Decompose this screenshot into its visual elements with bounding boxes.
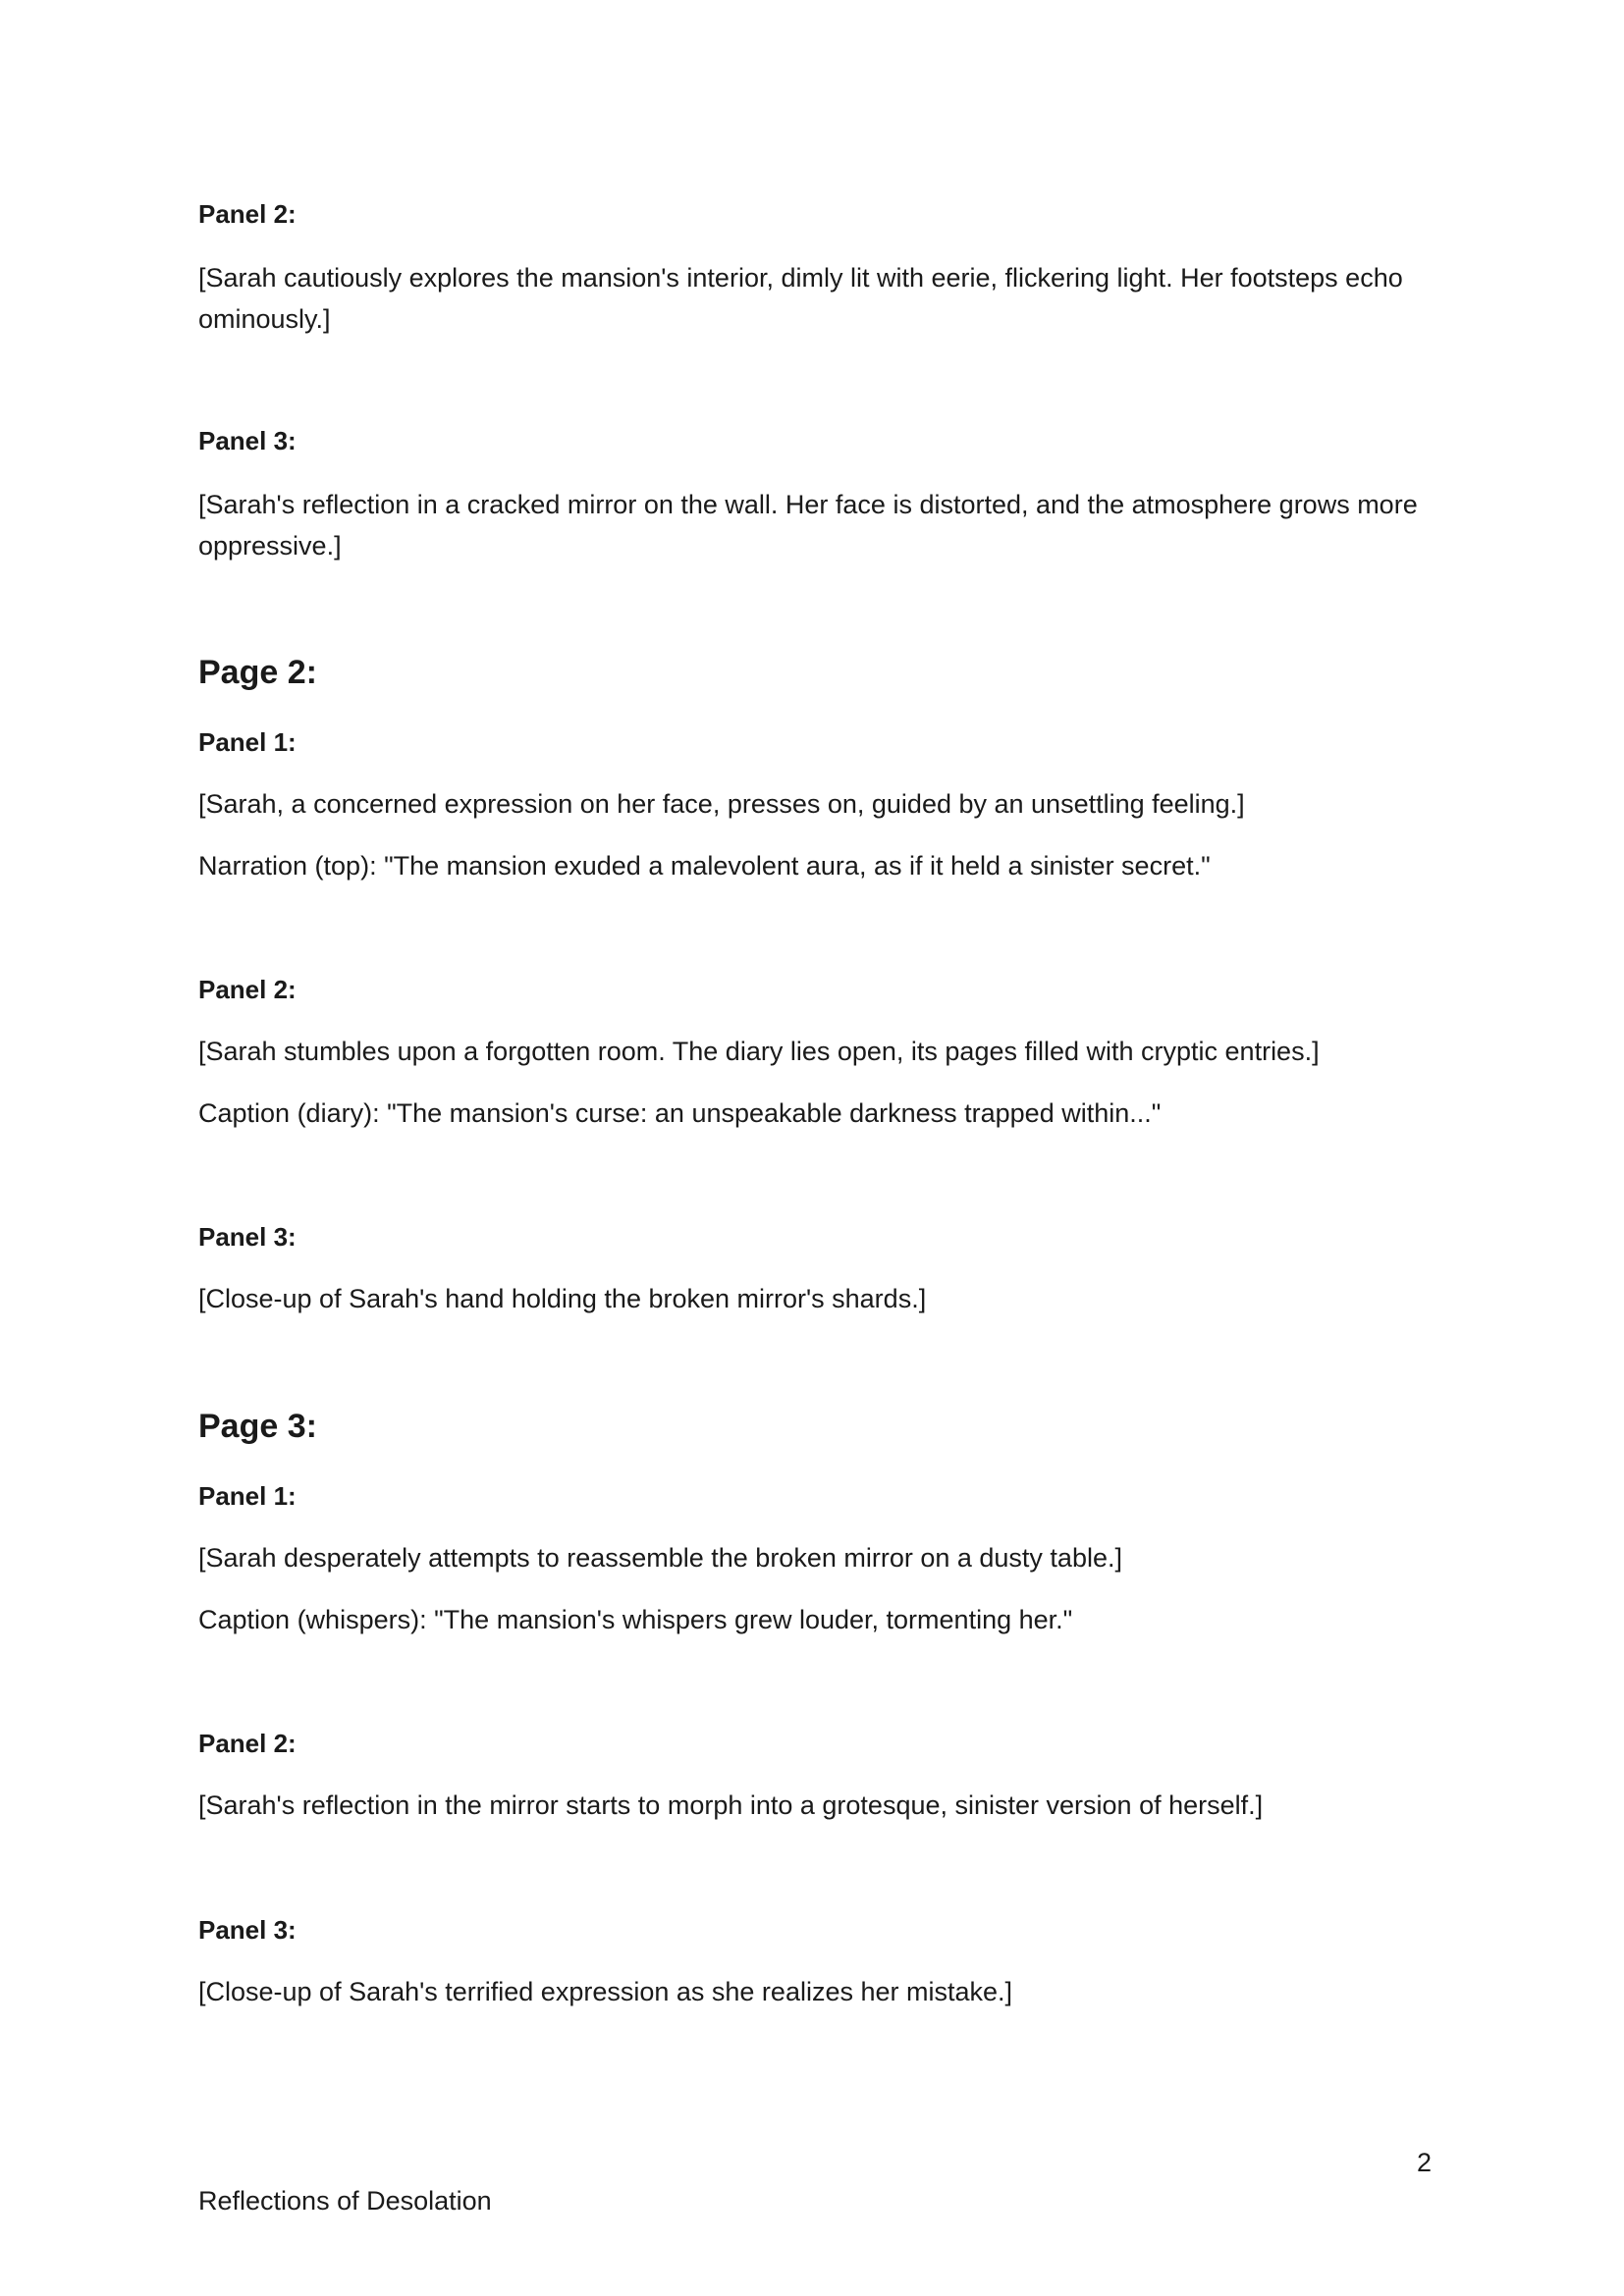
panel-label: Panel 3: [198,426,297,455]
panel-label: Panel 1: [198,727,297,757]
panel-label: Panel 3: [198,1222,297,1252]
caption-line: Caption (diary): "The mansion's curse: an unspeakable darkness trapped within..." [198,1098,1162,1128]
panel-description: [Sarah desperately attempts to reassemble the broken mirror on a dusty table.] [198,1543,1122,1573]
panel-description: [Sarah's reflection in a cracked mirror on the wall. Her face is distorted, and the atmosphere grows more oppressive.] [198,490,1418,561]
panel-description: [Sarah, a concerned expression on her face, presses on, guided by an unsettling feeling.] [198,789,1245,819]
panel-description: [Sarah stumbles upon a forgotten room. The diary lies open, its pages filled with cryptic entries.] [198,1037,1320,1066]
page-number: 2 [1417,2148,1433,2177]
panel-label: Panel 1: [198,1481,297,1511]
caption-line: Caption (whispers): "The mansion's whispers grew louder, tormenting her." [198,1605,1073,1634]
panel-description: [Close-up of Sarah's hand holding the broken mirror's shards.] [198,1284,927,1313]
panel-description: [Close-up of Sarah's terrified expression as she realizes her mistake.] [198,1977,1013,2006]
panel-label: Panel 3: [198,1915,297,1945]
page-heading: Page 2: [198,654,317,691]
footer-title: Reflections of Desolation [198,2186,492,2216]
panel-label: Panel 2: [198,975,297,1004]
panel-description: [Sarah's reflection in the mirror starts to morph into a grotesque, sinister version of herself.] [198,1790,1264,1820]
page-heading: Page 3: [198,1408,317,1445]
panel-label: Panel 2: [198,1729,297,1758]
narration-line: Narration (top): "The mansion exuded a malevolent aura, as if it held a sinister secret." [198,851,1211,881]
panel-description: [Sarah cautiously explores the mansion's interior, dimly lit with eerie, flickering light. Her footsteps echo ominously.] [198,263,1403,334]
panel-label: Panel 2: [198,199,297,229]
